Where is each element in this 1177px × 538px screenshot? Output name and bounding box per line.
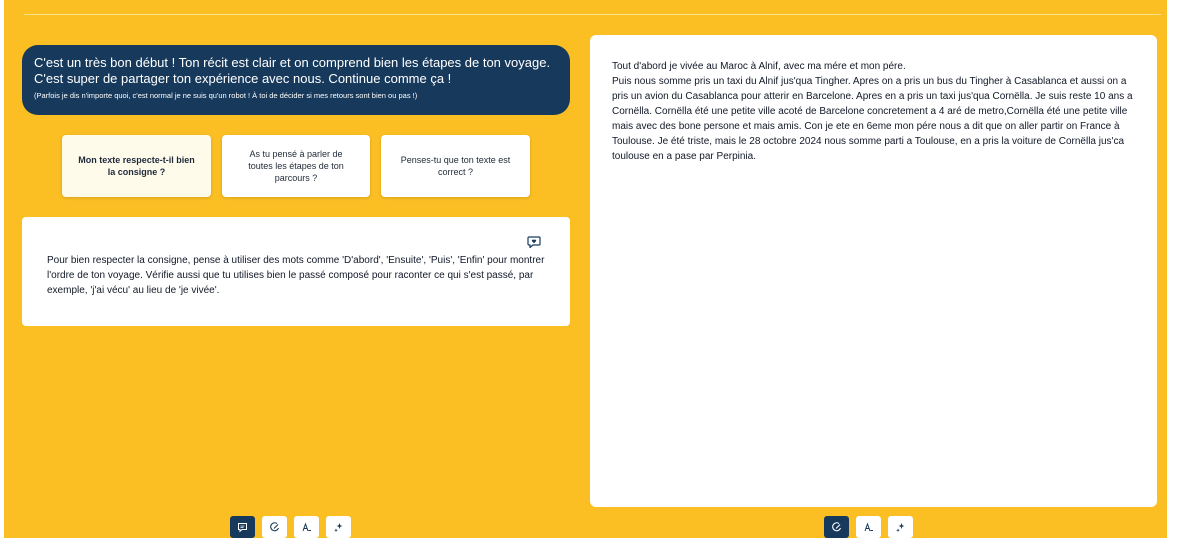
student-text-panel[interactable] [590,35,1157,507]
left-toolbar [230,516,351,538]
chat-icon [237,522,248,533]
chat-button[interactable] [230,516,255,538]
student-text-paragraph: Puis nous somme pris un taxi du Alnif jus'qua Tingher. Apres on a pris un bus du Tingher à Casablanca et aussi on a pris un avion du Casablanca pour atterir en Barcelone. Apres en a pris un taxi jus'qua Cornëlla. Je suis reste 10 ans a Cornëlla. Cornëlla été une petite ville acoté de Barcelone concretement a 4 aré de metro,Cornëlla été une petite ville mais avec des bone persone et mais amis. Con je ete en 6eme mon pére nous a dit que on aller partir on France à Toulouse. Je été triste, mais le 28 octobre 2024 nous somme parti a Toulouse, en a pris la voiture de Cornëlla jus'ca toulouse en a pase par Perpinia. [612,76,1133,162]
font-button[interactable] [856,516,881,538]
app-stage [4,0,1167,538]
question-label: Penses-tu que ton texte est correct ? [400,155,511,177]
question-card-consigne[interactable] [62,135,211,197]
assistant-message [22,45,570,115]
sparkles-icon [895,522,906,533]
answer-text: Pour bien respecter la consigne, pense à utiliser des mots comme 'D'abord', 'Ensuite', 'Puis', 'Enfin' pour montrer l'ordre de ton voyage. Vérifie aussi que tu utilises bien le passé composé pour raconter ce qui s'est passé, par exemple, 'j'ai vécu' au lieu de 'je vivée'. [47,255,545,296]
edit-button[interactable] [262,516,287,538]
question-card-etapes[interactable] [222,135,370,197]
question-label: Mon texte respecte-t-il bien la consigne ? [78,155,195,177]
answer-card [22,217,570,326]
sparkles-button[interactable] [326,516,351,538]
chat-heart-icon[interactable] [527,236,541,248]
edit-icon [831,522,842,533]
font-icon [863,522,874,533]
assistant-message-line2: C'est super de partager ton expérience avec nous. Continue comme ça ! [34,71,452,86]
font-icon [301,522,312,533]
student-text-line1: Tout d'abord je vivée au Maroc à Alnif, avec ma mére et mon pére. [612,61,906,72]
font-button[interactable] [294,516,319,538]
assistant-disclaimer: (Parfois je dis n'importe quoi, c'est normal je ne suis qu'un robot ! À toi de décider si mes retours sont bien ou pas !) [34,91,418,100]
edit-icon [269,522,280,533]
sparkles-icon [333,522,344,533]
sparkles-button[interactable] [888,516,913,538]
assistant-message-line1: C'est un très bon début ! Ton récit est clair et on comprend bien les étapes de ton voyage. [34,55,551,70]
question-card-correct[interactable] [381,135,530,197]
edit-button[interactable] [824,516,849,538]
question-label: As tu pensé à parler de toutes les étapes de ton parcours ? [248,149,344,183]
top-divider [24,14,1161,15]
right-toolbar [824,516,913,538]
